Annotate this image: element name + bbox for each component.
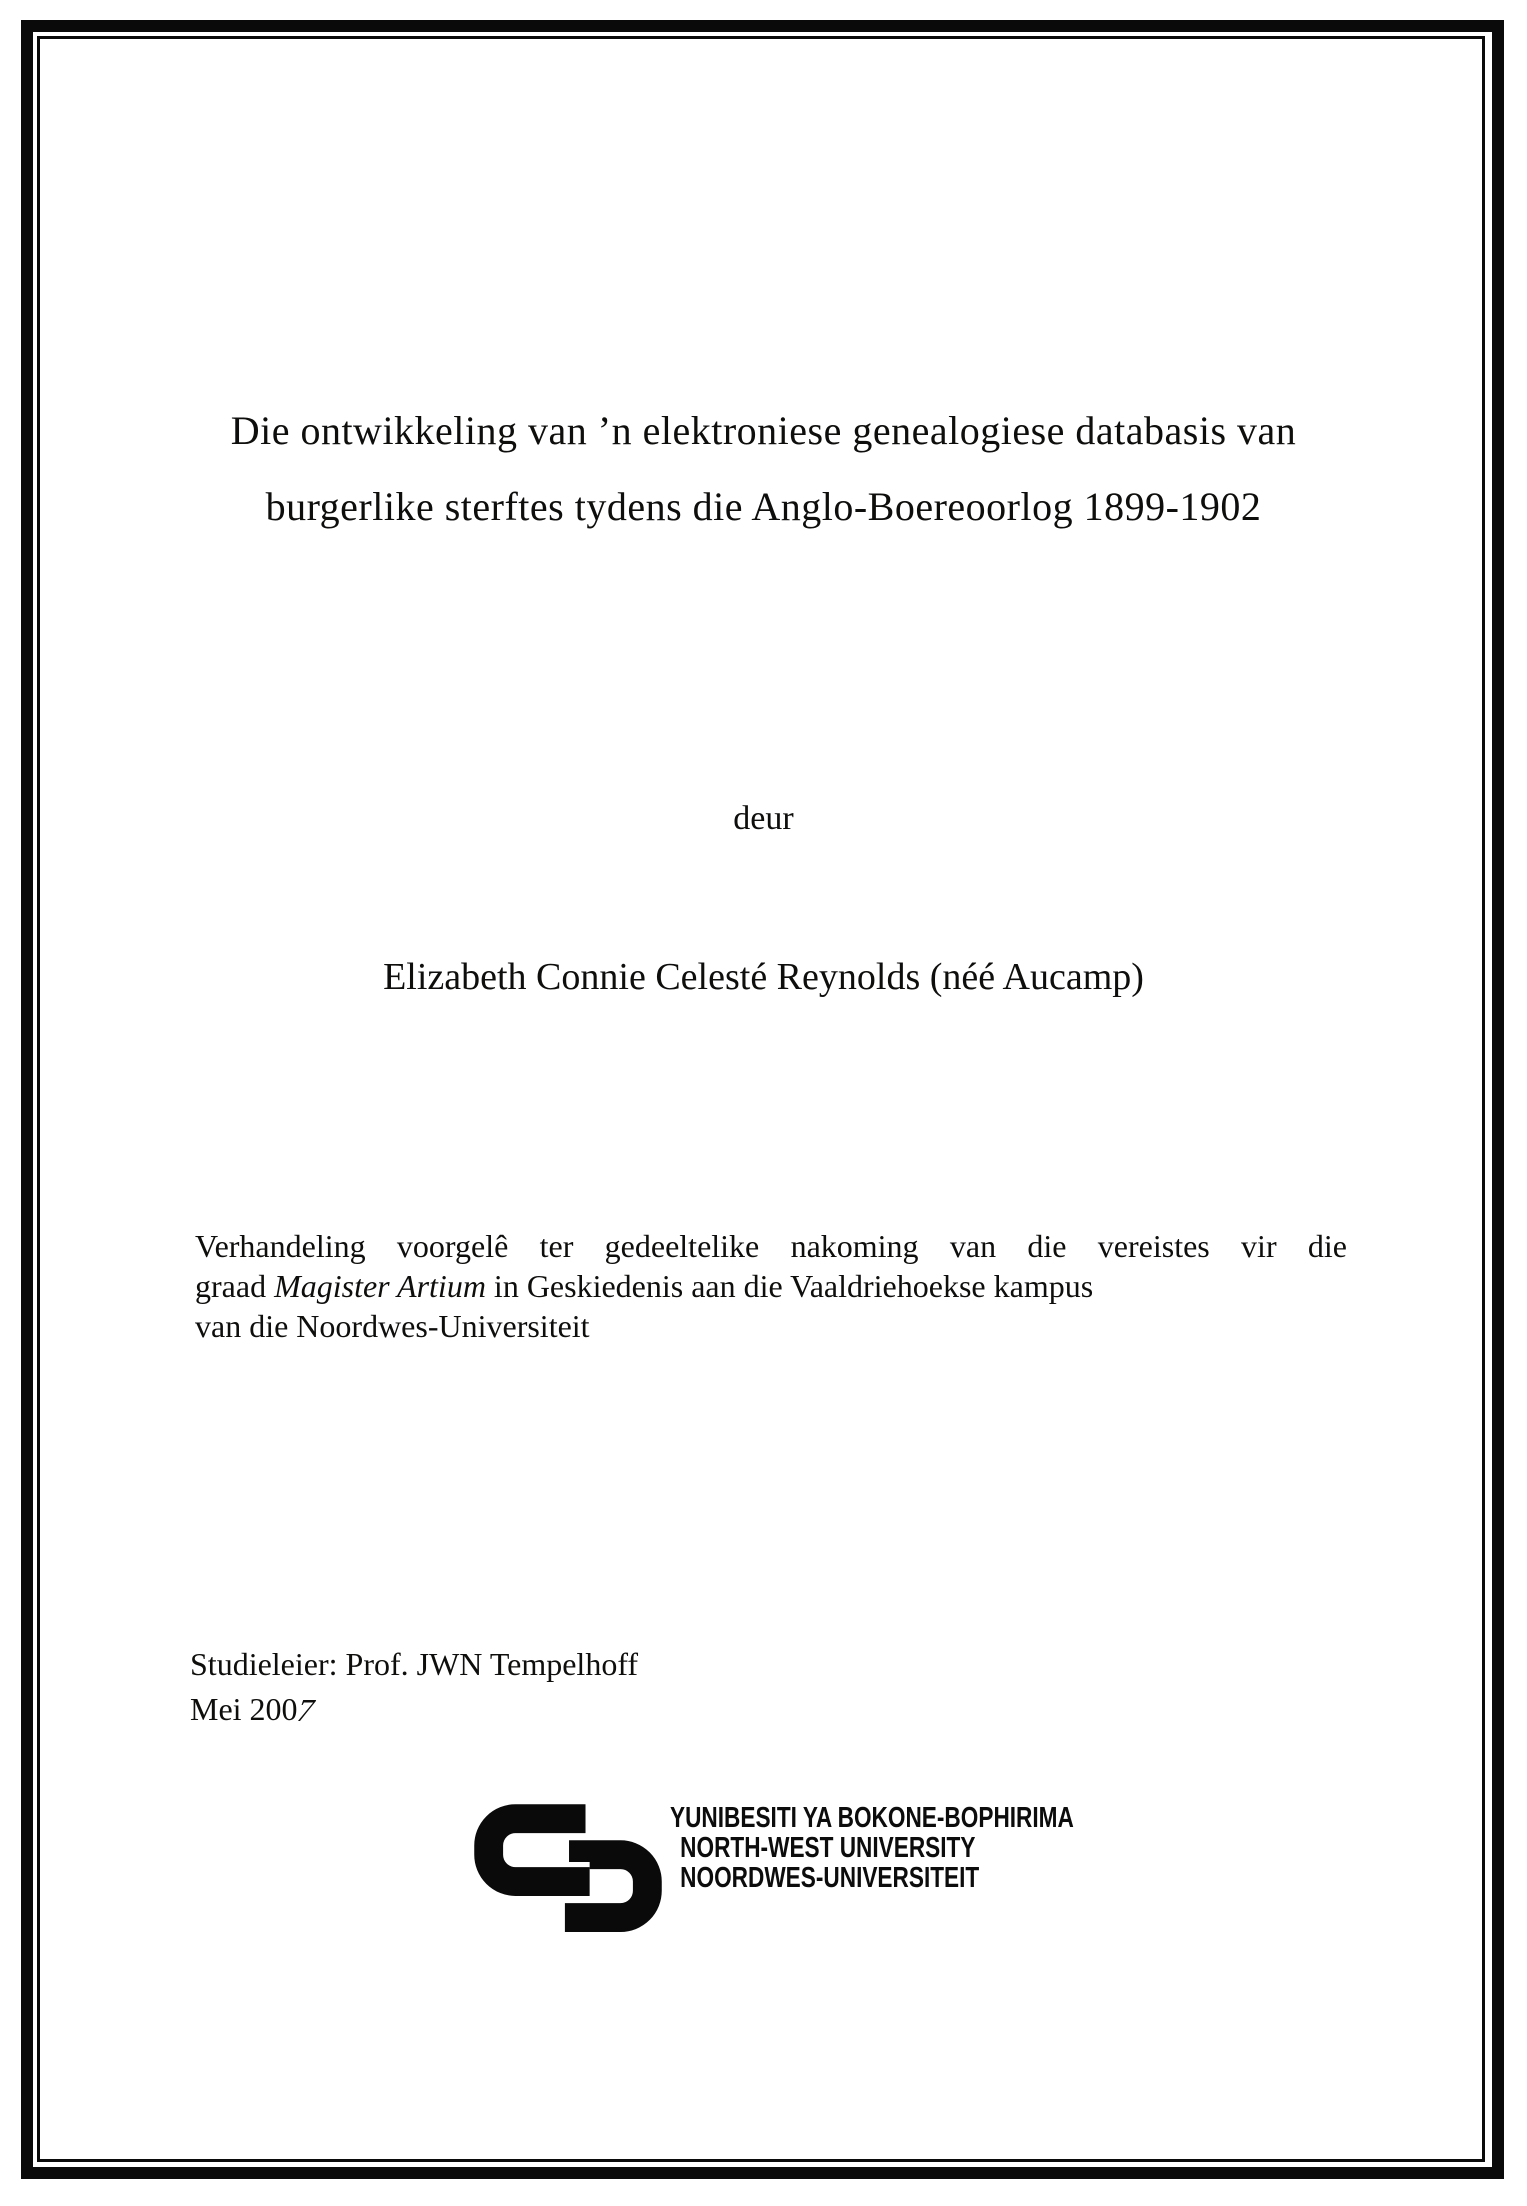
logo-line-afrikaans: NOORDWES-UNIVERSITEIT (680, 1862, 980, 1894)
statement-line-2 (195, 1266, 1347, 1306)
statement-line-2-pre: graad (195, 1268, 275, 1304)
supervisor-line: Studieleier: Prof. JWN Tempelhoff (190, 1646, 639, 1682)
submission-statement (195, 1226, 1347, 1346)
author-name: Elizabeth Connie Celesté Reynolds (néé Aucamp) (383, 956, 1144, 998)
nwu-logo-text (670, 1803, 1074, 1893)
thesis-title-line-2: burgerlike sterftes tydens die Anglo-Boereoorlog 1899-1902 (265, 484, 1262, 529)
statement-line-1: Verhandeling voorgelê ter gedeeltelike nakoming van die vereistes vir die (195, 1228, 1347, 1264)
degree-name-italic: Magister Artium (274, 1268, 486, 1304)
date-last-digit: 7 (291, 1692, 320, 1728)
nwu-logo (470, 1796, 1188, 1932)
logo-line-english: NORTH-WEST UNIVERSITY (680, 1832, 976, 1864)
supervisor-block (190, 1642, 638, 1732)
byline-deur: deur (733, 800, 794, 837)
nwu-logo-mark (470, 1796, 666, 1932)
date-line (190, 1687, 638, 1732)
thesis-title (90, 393, 1437, 545)
statement-line-3: van die Noordwes-Universiteit (195, 1308, 590, 1344)
logo-line-setswana: YUNIBESITI YA BOKONE-BOPHIRIMA (670, 1802, 1074, 1834)
date-prefix: Mei 200 (190, 1691, 298, 1727)
thesis-title-line-1: Die ontwikkeling van ’n elektroniese genealogiese databasis van (230, 408, 1297, 453)
statement-line-2-post: in Geskiedenis aan die Vaaldriehoekse kampus (485, 1268, 1094, 1304)
